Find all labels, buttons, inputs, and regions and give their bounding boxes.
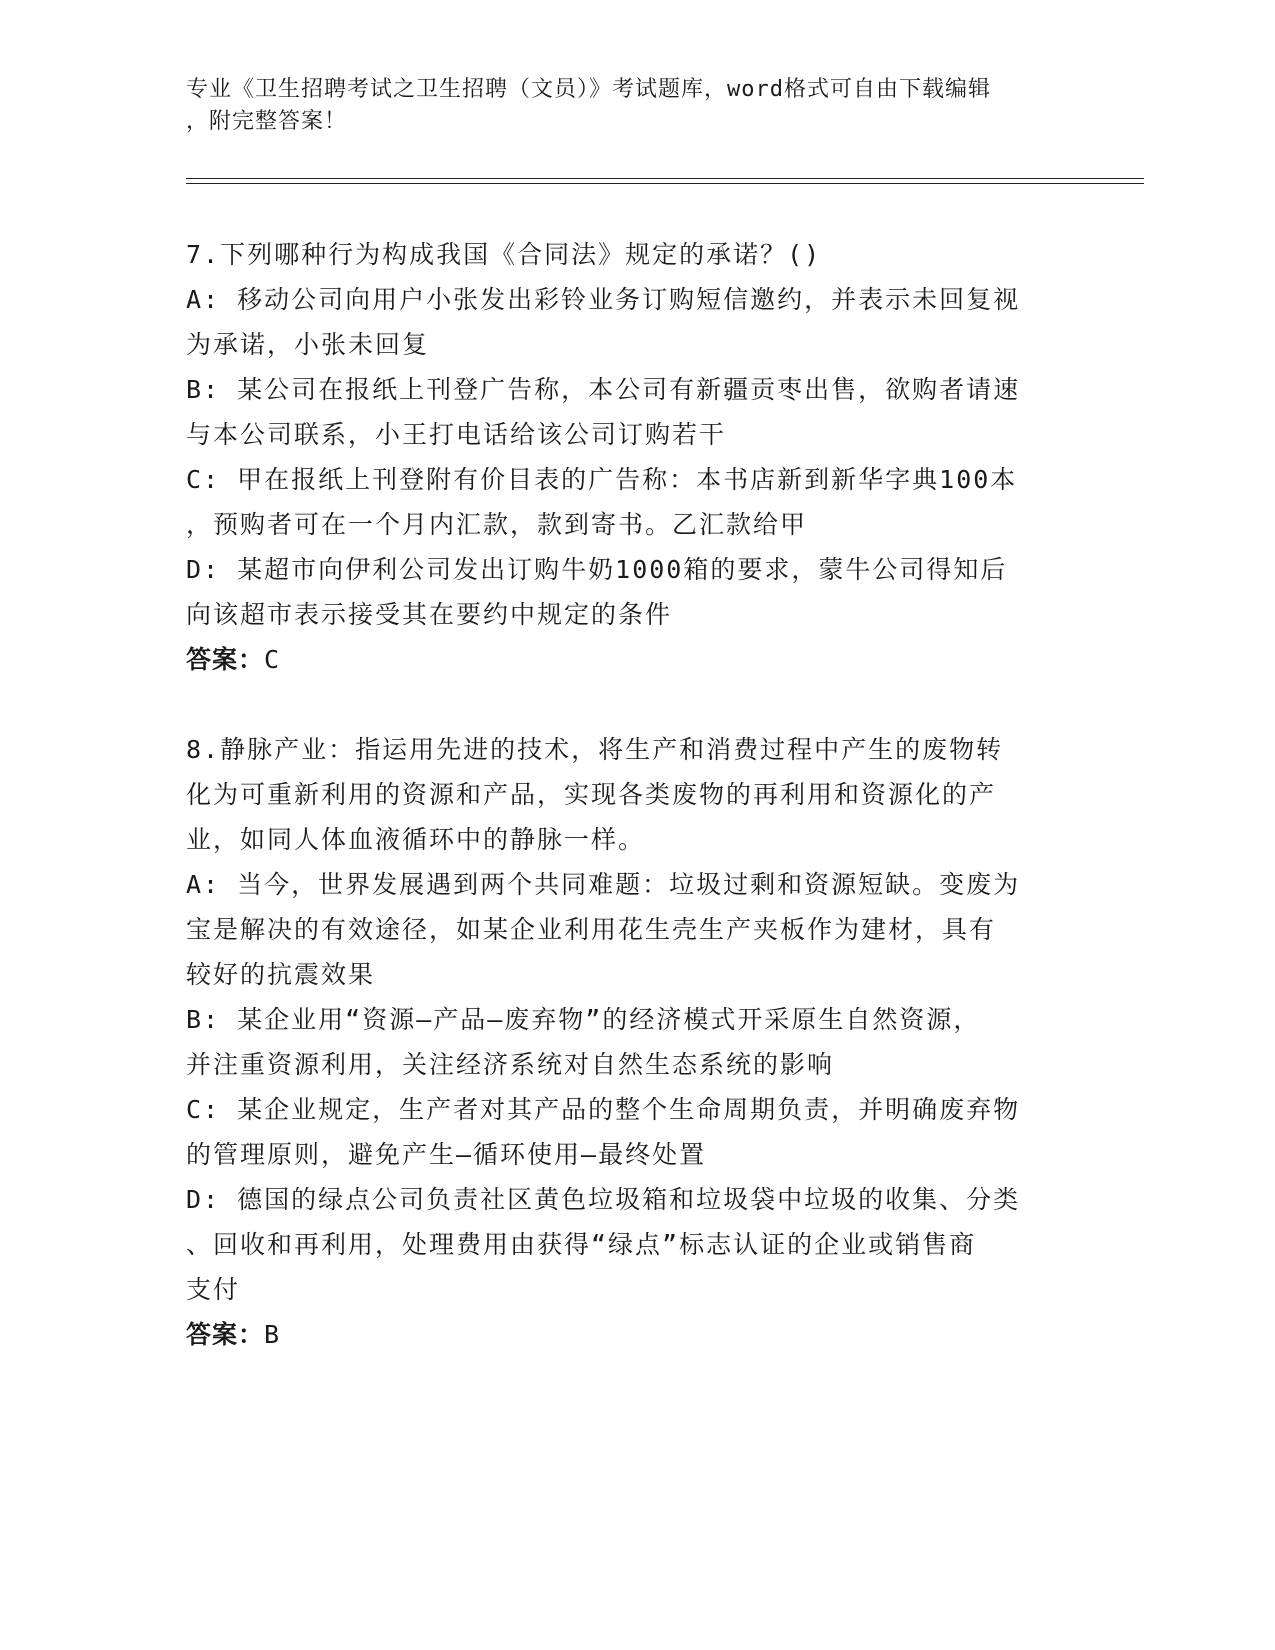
option-c-line: C: 某企业规定，生产者对其产品的整个生命周期负责，并明确废弃物	[186, 1095, 1021, 1124]
option-a-line: 较好的抗震效果	[186, 960, 376, 989]
option-c-line: C: 甲在报纸上刊登附有价目表的广告称：本书店新到新华字典100本	[186, 465, 1018, 494]
header-divider	[186, 178, 1144, 179]
answer-line	[186, 637, 1086, 682]
header-line: ，附完整答案！	[186, 109, 348, 134]
answer-label: 答案：	[186, 1320, 265, 1349]
option-c-line: 的管理原则，避免产生—循环使用—最终处置	[186, 1140, 707, 1169]
option-b-line: 并注重资源利用，关注经济系统对自然生态系统的影响	[186, 1050, 835, 1079]
option-a-line: 为承诺，小张未回复	[186, 330, 430, 359]
option-d-line: 支付	[186, 1275, 241, 1304]
question-list	[186, 232, 1086, 1402]
answer-label: 答案：	[186, 645, 265, 674]
question-stem: 7.下列哪种行为构成我国《合同法》规定的承诺？()	[186, 240, 822, 269]
option-c-line: ，预购者可在一个月内汇款，款到寄书。乙汇款给甲	[186, 510, 808, 539]
option-d-line: 向该超市表示接受其在要约中规定的条件	[186, 600, 673, 629]
option-b-line: B: 某公司在报纸上刊登广告称，本公司有新疆贡枣出售，欲购者请速	[186, 375, 1021, 404]
question-stem: 8.静脉产业：指运用先进的技术，将生产和消费过程中产生的废物转	[186, 735, 1004, 764]
question-7	[186, 232, 1086, 682]
document-header	[186, 74, 1066, 138]
option-b-line: B: 某企业用“资源—产品—废弃物”的经济模式开采原生自然资源，	[186, 1005, 981, 1034]
header-divider	[186, 183, 1144, 184]
header-line: 专业《卫生招聘考试之卫生招聘（文员）》考试题库，word格式可自由下载编辑	[186, 77, 991, 102]
option-b-line: 与本公司联系，小王打电话给该公司订购若干	[186, 420, 727, 449]
question-stem: 化为可重新利用的资源和产品，实现各类废物的再利用和资源化的产	[186, 780, 997, 809]
answer-line	[186, 1312, 1086, 1357]
option-d-line: 、回收和再利用，处理费用由获得“绿点”标志认证的企业或销售商	[186, 1230, 977, 1259]
option-d-line: D: 德国的绿点公司负责社区黄色垃圾箱和垃圾袋中垃圾的收集、分类	[186, 1185, 1021, 1214]
question-8	[186, 727, 1086, 1357]
answer-value: C	[264, 645, 281, 674]
option-d-line: D: 某超市向伊利公司发出订购牛奶1000箱的要求，蒙牛公司得知后	[186, 555, 1008, 584]
option-a-line: 宝是解决的有效途径，如某企业利用花生壳生产夹板作为建材，具有	[186, 915, 997, 944]
option-a-line: A: 当今，世界发展遇到两个共同难题：垃圾过剩和资源短缺。变废为	[186, 870, 1021, 899]
option-a-line: A: 移动公司向用户小张发出彩铃业务订购短信邀约，并表示未回复视	[186, 285, 1021, 314]
question-stem: 业，如同人体血液循环中的静脉一样。	[186, 825, 646, 854]
answer-value: B	[264, 1320, 281, 1349]
